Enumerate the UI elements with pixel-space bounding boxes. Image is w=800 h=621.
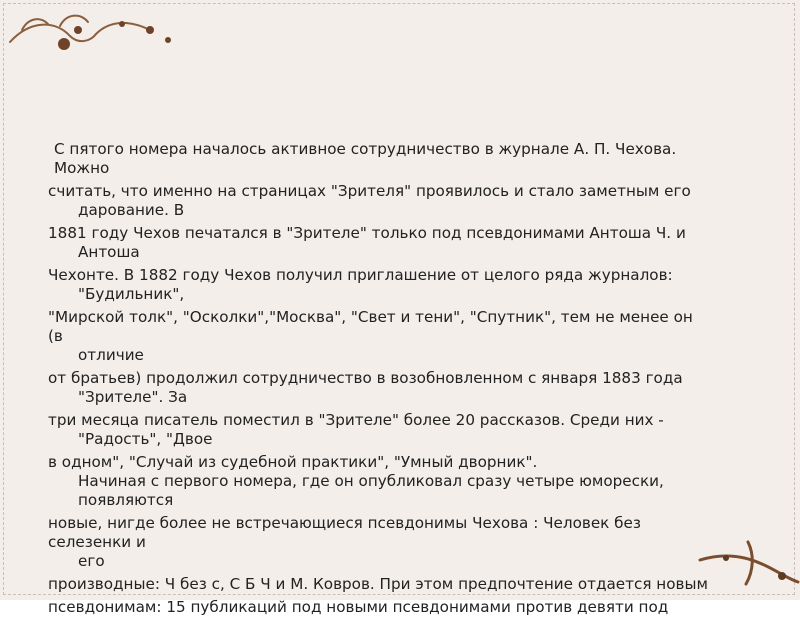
paragraph: [48, 182, 708, 220]
paragraph: [48, 224, 708, 262]
paragraph: [48, 266, 708, 304]
paragraph-line: от братьев) продолжил сотрудничество в возобновленном с января 1883 года: [48, 369, 683, 387]
paragraph-continuation: отличие: [78, 346, 144, 364]
paragraph-line: считать, что именно на страницах "Зрителя" проявилось и стало заметным его: [48, 182, 691, 200]
paragraph-continuation: Начиная с первого номера, где он опубликовал сразу четыре юморески, появляются: [78, 472, 664, 509]
paragraph-continuation: его: [78, 552, 105, 570]
paragraph: [48, 140, 708, 178]
paragraph-line: новые, нигде более не встречающиеся псевдонимы Чехова : Человек без селезенки и: [48, 514, 641, 551]
paragraph: [48, 453, 708, 510]
paragraph: [48, 575, 708, 594]
paragraph-line: производные: Ч без с, С Б Ч и М. Ковров. При этом предпочтение отдается новым: [48, 575, 708, 593]
paragraph-continuation: дарование. В: [78, 201, 185, 219]
paragraph-line: "Мирской толк", "Осколки","Москва", "Свет и тени", "Спутник", тем не менее он (в: [48, 308, 693, 345]
paragraph-line: в одном", "Случай из судебной практики", "Умный дворник".: [48, 453, 538, 471]
paragraph-continuation: "Зрителе". За: [78, 388, 188, 406]
paragraph: [48, 308, 708, 365]
paragraph-line: 1881 году Чехов печатался в "Зрителе" только под псевдонимами Антоша Ч. и: [48, 224, 686, 242]
paragraph-continuation: Антоша: [78, 243, 140, 261]
paragraph-line: три месяца писатель поместил в "Зрителе" более 20 рассказов. Среди них -: [48, 411, 664, 429]
paragraph-line: Чехонте. В 1882 году Чехов получил приглашение от целого ряда журналов:: [48, 266, 673, 284]
ornament-top-left: [0, 0, 180, 60]
paragraph-line: псевдонимам: 15 публикаций под новыми псевдонимами против девяти под: [48, 598, 669, 616]
paragraph: [48, 411, 708, 449]
paragraph: [48, 598, 708, 617]
paragraph-continuation: "Радость", "Двое: [78, 430, 213, 448]
article-text: [48, 140, 708, 621]
paragraph: [48, 514, 708, 571]
paragraph-continuation: "Будильник",: [78, 285, 185, 303]
paragraph: [48, 369, 708, 407]
paragraph-line: С пятого номера началось активное сотрудничество в журнале А. П. Чехова. Можно: [54, 140, 677, 177]
